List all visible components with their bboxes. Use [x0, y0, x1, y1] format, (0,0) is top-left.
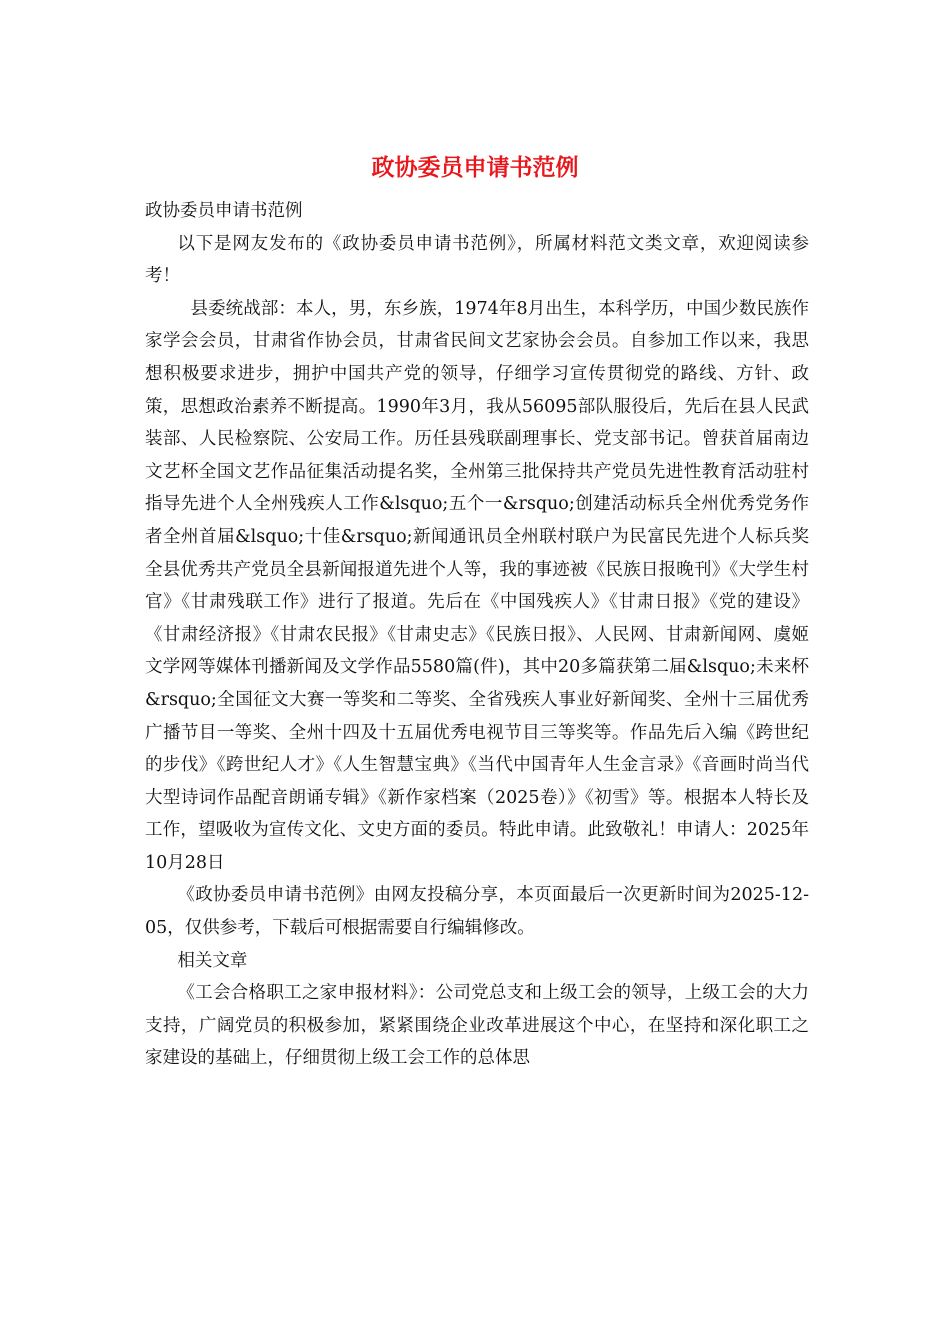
related-article-excerpt: 《工会合格职工之家申报材料》：公司党总支和上级工会的领导，上级工会的大力支持，广阔党员的积极参加，紧紧围绕企业改革进展这个中心，在坚持和深化职工之家建设的基础上，仔细贯彻上级工会工作的总体思 [145, 983, 809, 1069]
document-title: 政协委员申请书范例 [371, 154, 579, 181]
document-body [145, 195, 809, 1075]
update-notice-paragraph: 《政协委员申请书范例》由网友投稿分享，本页面最后一次更新时间为2025-12-05，仅供参考，下载后可根据需要自行编辑修改。 [145, 885, 809, 939]
related-articles-heading: 相关文章 [177, 950, 248, 971]
intro-paragraph: 以下是网友发布的《政协委员申请书范例》，所属材料范文类文章，欢迎阅读参考！ [145, 233, 809, 287]
body-heading: 政协委员申请书范例 [145, 201, 303, 221]
application-body-paragraph: 县委统战部：本人，男，东乡族，1974年8月出生，本科学历，中国少数民族作家学会会员，甘肃省作协会员，甘肃省民间文艺家协会会员。自参加工作以来，我思想积极要求进步，拥护中国共产党的领导，仔细学习宣传贯彻党的路线、方针、政策，思想政治素养不断提高。1990年3月，我从56095部队服役后，先后在县人民武装部、人民检察院、公安局工作。历任县残联副理事长、党支部书记。曾获首届南边文艺杯全国文艺作品征集活动提名奖，全州第三批保持共产党员先进性教育活动驻村指导先进个人全州残疾人工作&lsquo;五个一&rsquo;创建活动标兵全州优秀党务作者全州首届&lsquo;十佳&rsquo;新闻通讯员全州联村联户为民富民先进个人标兵奖全县优秀共产党员全县新闻报道先进个人等，我的事迹被《民族日报晚刊》《大学生村官》《甘肃残联工作》进行了报道。先后在《中国残疾人》《甘肃日报》《党的建设》《甘肃经济报》《甘肃农民报》《甘肃史志》《民族日报》、人民网、甘肃新闻网、虞姬文学网等媒体刊播新闻及文学作品5580篇(件)，其中20多篇获第二届&lsquo;未来杯&rsquo;全国征文大赛一等奖和二等奖、全省残疾人事业好新闻奖、全州十三届优秀广播节目一等奖、全州十四及十五届优秀电视节目三等奖等。作品先后入编《跨世纪的步伐》《跨世纪人才》《人生智慧宝典》《当代中国青年人生金言录》《音画时尚当代大型诗词作品配音朗诵专辑》《新作家档案（2025卷）》《初雪》等。根据本人特长及工作，望吸收为宣传文化、文史方面的委员。特此申请。此致敬礼！申请人：2025年10月28日 [145, 298, 809, 873]
